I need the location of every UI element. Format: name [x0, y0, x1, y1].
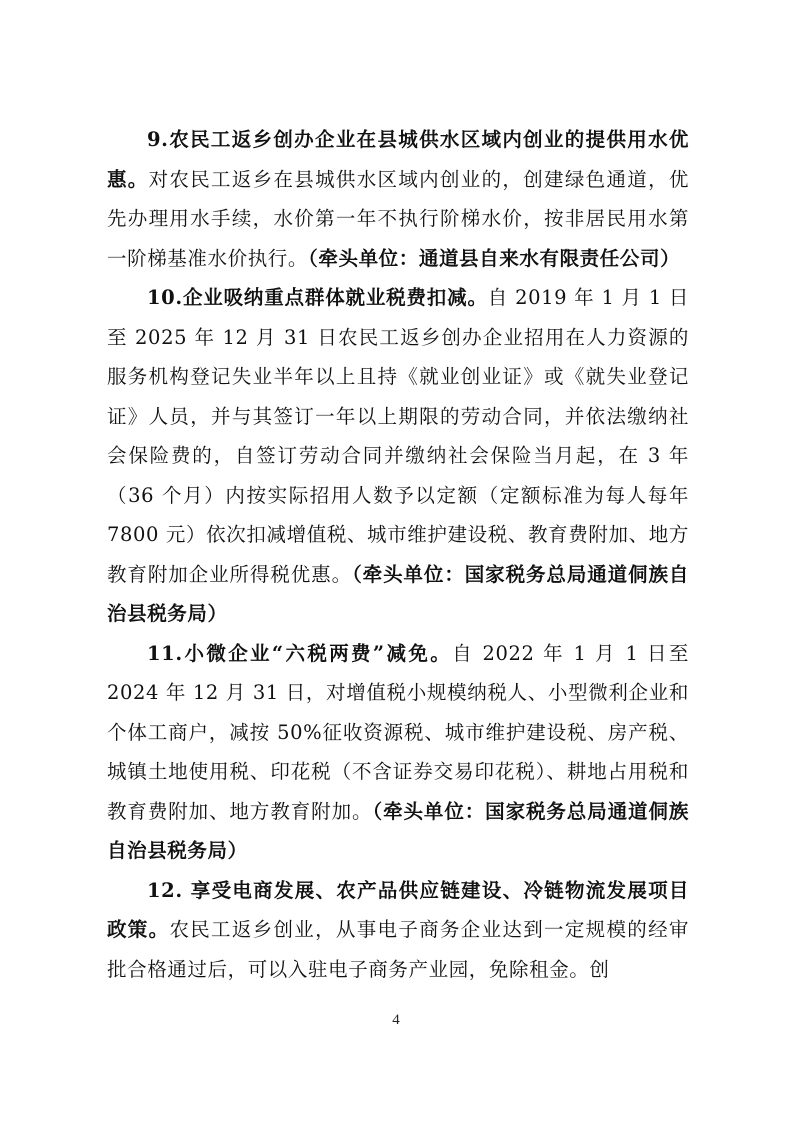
lead-unit: （牵头单位：通道县自来水有限责任公司）	[308, 246, 681, 270]
policy-item-10	[107, 278, 689, 634]
policy-item-12	[107, 871, 689, 990]
document-body	[107, 120, 689, 989]
policy-item-9	[107, 120, 689, 278]
lead-unit: （牵头单位：国家税务总局通道侗族自治县税务局）	[107, 562, 690, 625]
policy-item-heading: 12. 享受电商发展、农产品供应链建设、冷链物流发展项目政策。	[107, 878, 689, 941]
page-number: 4	[392, 1012, 400, 1028]
lead-unit: （牵头单位：国家税务总局通道侗族自治县税务局）	[107, 799, 689, 862]
policy-item-body: 农民工返乡创业，从事电子商务企业达到一定规模的经审批合格通过后，可以入驻电子商务产业园，免除租金。创	[107, 918, 689, 981]
policy-item-body: 自 2022 年 1 月 1 日至 2024 年 12 月 31 日，对增值税小规模纳税人、小型微利企业和个体工商户，减按 50%征收资源税、城市维护建设税、房产税、城镇土地使用税、印花税（不含证券交易印花税）、耕地占用税和教育费附加、地方教育附加。	[107, 641, 689, 823]
policy-item-heading: 10.企业吸纳重点群体就业税费扣减。	[147, 286, 488, 309]
policy-item-heading: 11.小微企业“六税两费”减免。	[147, 641, 453, 665]
policy-item-11	[107, 634, 689, 871]
policy-item-body: 对农民工返乡在县城供水区域内创业的，创建绿色通道，优先办理用水手续，水价第一年不执行阶梯水价，按非居民用水第一阶梯基准水价执行。	[107, 167, 689, 270]
policy-item-heading: 9.农民工返乡创办企业在县城供水区域内创业的提供用水优惠。	[107, 128, 689, 191]
policy-item-body: 自 2019 年 1 月 1 日至 2025 年 12 月 31 日农民工返乡创办企业招用在人力资源的服务机构登记失业半年以上且持《就业创业证》或《就失业登记证》人员，并与其签订一年以上期限的劳动合同，并依法缴纳社会保险费的，自签订劳动合同并缴纳社会保险当月起，在 3 年（36 个月）内按实际招用人数予以定额（定额标准为每人每年 7800 元）依次扣减增值税、城市维护建设税、教育费附加、地方教育附加企业所得税优惠。	[107, 286, 689, 586]
